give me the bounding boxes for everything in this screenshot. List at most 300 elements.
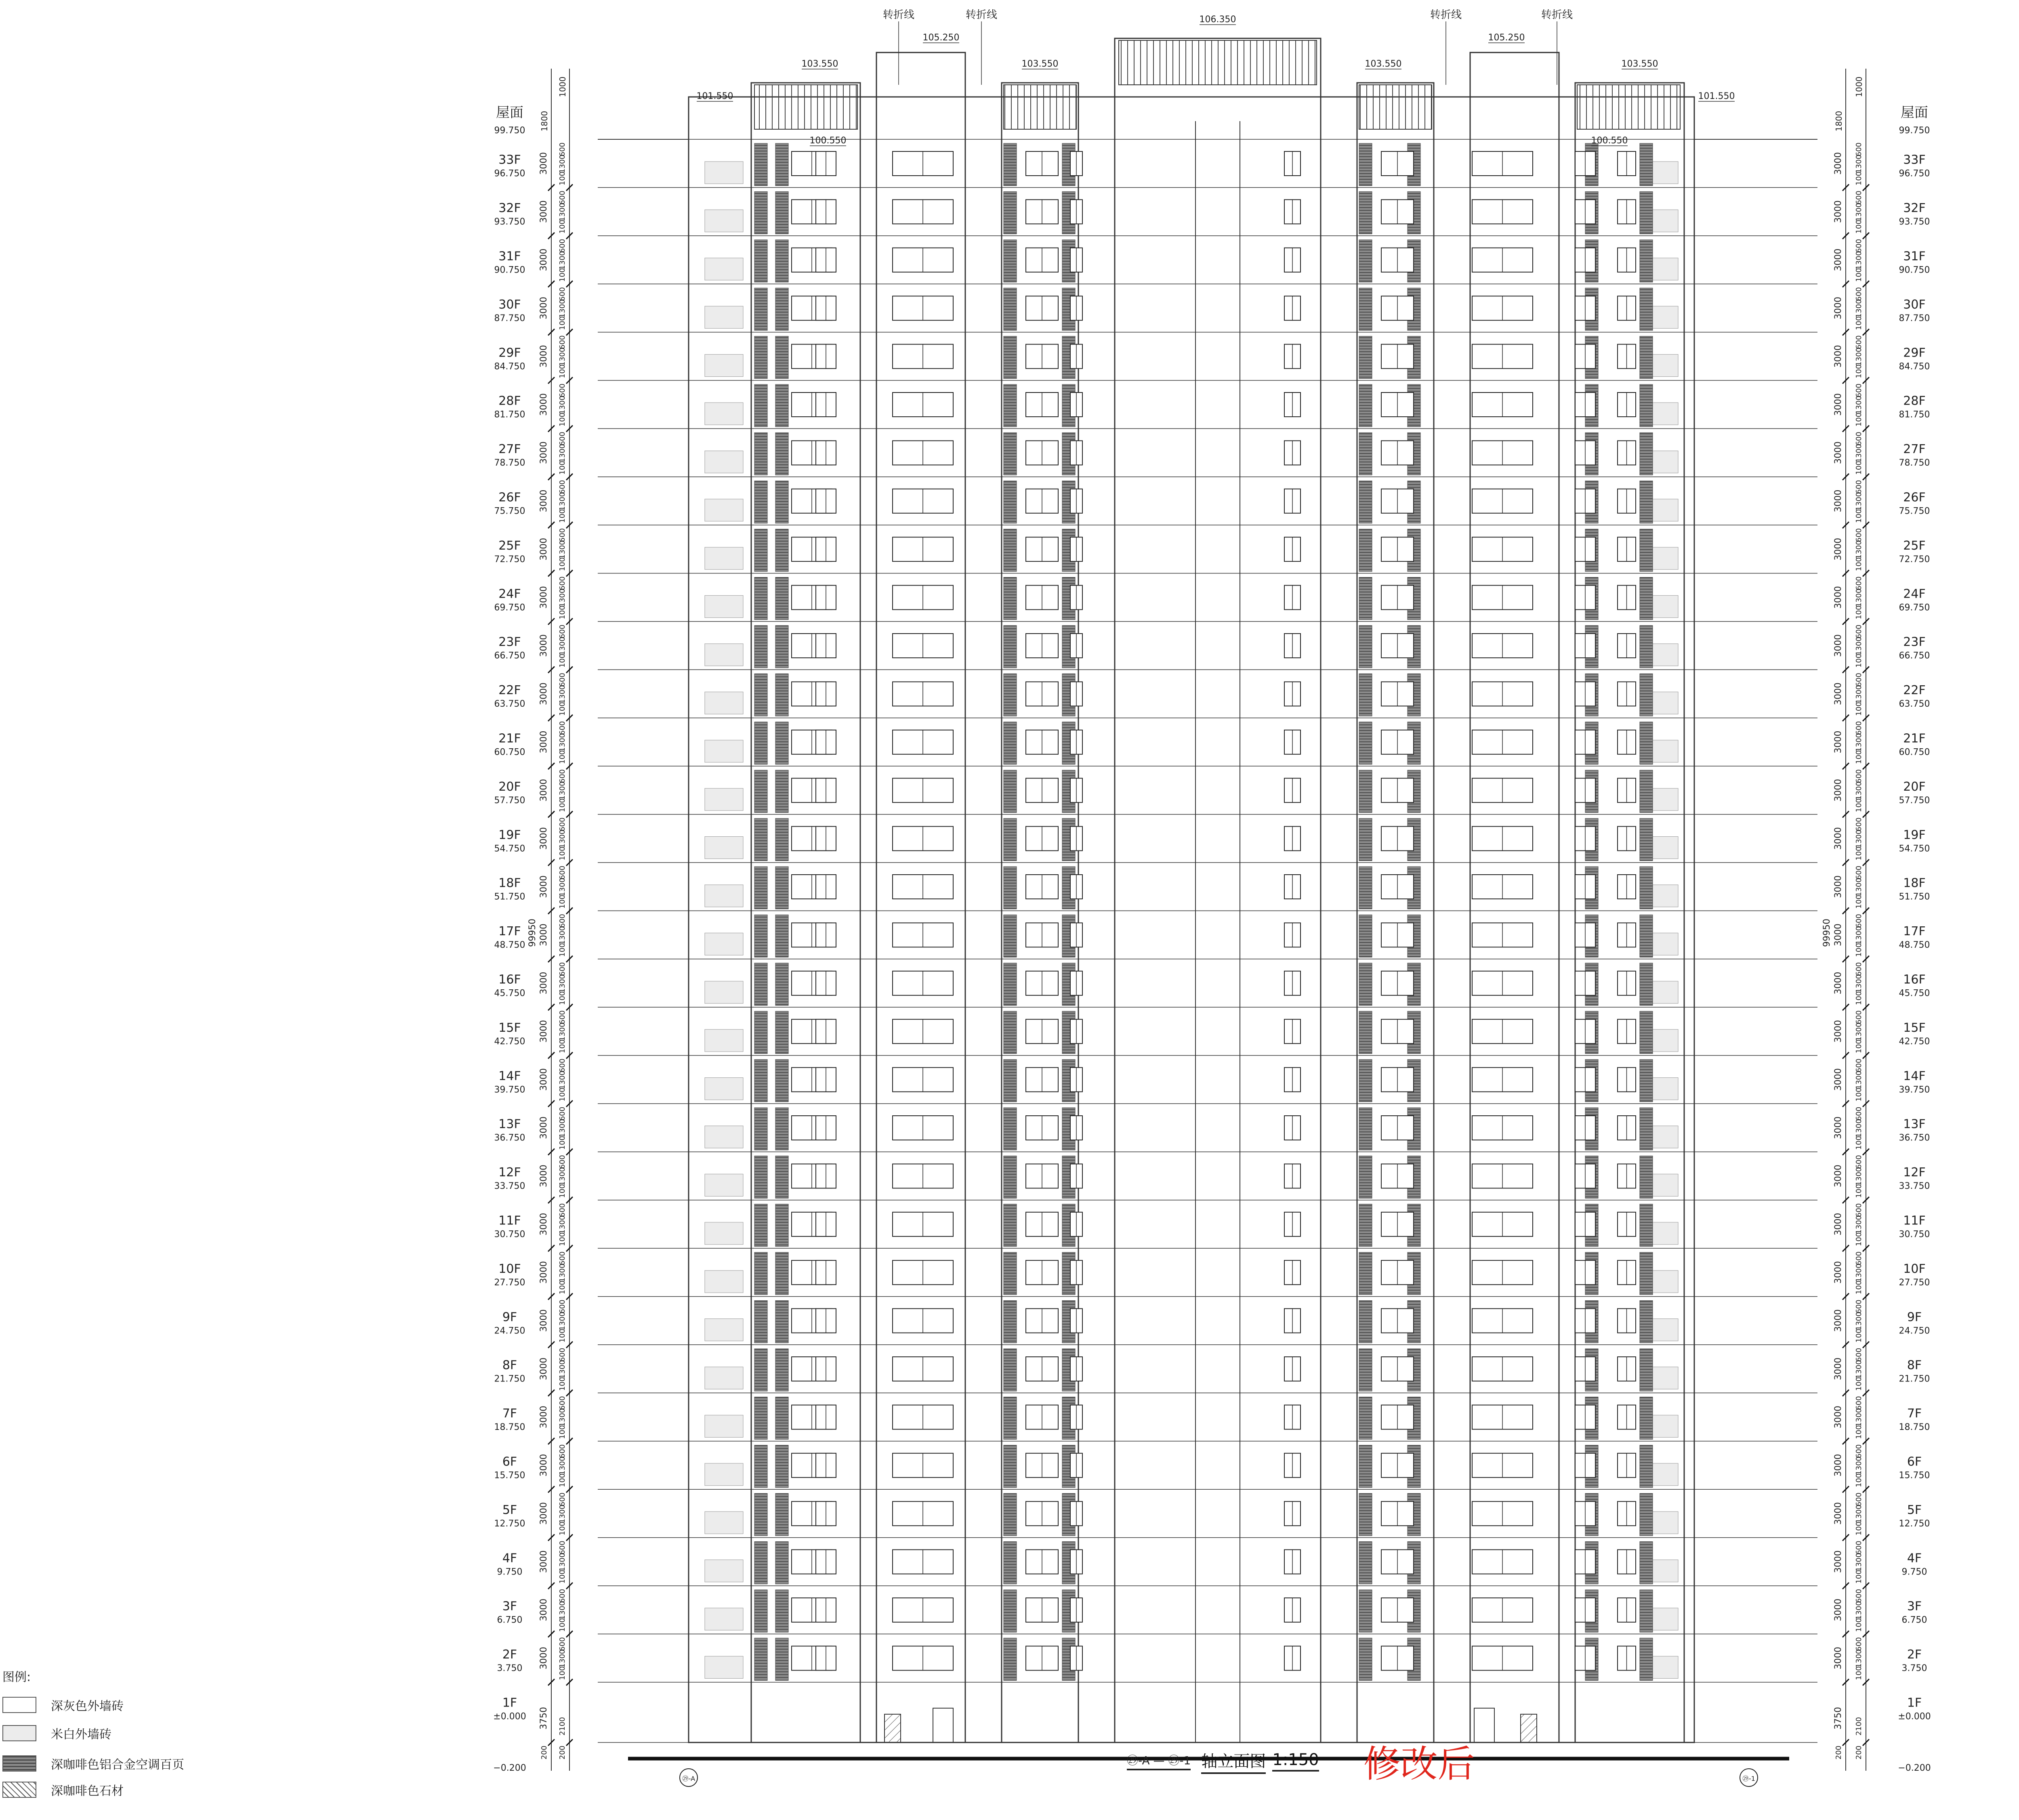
dim-sub: 100 (558, 1425, 567, 1439)
ac-louver (754, 915, 767, 957)
ac-louver (1004, 1590, 1017, 1632)
dim-sub: 1300 (1855, 685, 1863, 704)
floor-elevation: 84.750 (494, 361, 525, 372)
dim-sub: 1300 (1855, 1456, 1863, 1475)
ac-louver (775, 1301, 788, 1343)
dim-sub: 100 (558, 509, 567, 523)
dim-sub: 1300 (1855, 299, 1863, 318)
ac-louver (1004, 1638, 1017, 1680)
dim-sub: 600 (1855, 1444, 1863, 1458)
dim-sub: 1300 (558, 974, 567, 993)
floor-label: 22F (498, 683, 521, 698)
floor-label: 3F (502, 1599, 517, 1614)
elevation-marker: 100.550 (809, 136, 847, 146)
dim-sub: 100 (558, 316, 567, 330)
ac-louver (1359, 1060, 1372, 1102)
dim-sub: 100 (558, 750, 567, 764)
ac-louver (1359, 1301, 1372, 1343)
dim-sub: 1300 (558, 926, 567, 945)
dim-sub: 1300 (1855, 974, 1863, 993)
dim-storey: 3000 (539, 489, 549, 512)
light-wall-panel (705, 933, 743, 955)
ac-louver (1640, 1590, 1653, 1632)
dim-sub: 600 (558, 914, 567, 928)
dim-sub: 600 (1855, 721, 1863, 735)
dim-storey: 3000 (539, 1309, 549, 1332)
ac-louver (754, 191, 767, 234)
ac-louver (754, 1204, 767, 1247)
elevation-marker: 101.550 (1698, 91, 1735, 101)
dim-sub: 1300 (1855, 926, 1863, 945)
floor-elevation: 24.750 (1899, 1326, 1930, 1336)
dim-storey: 3000 (1833, 1213, 1843, 1236)
dim-sub: 1300 (558, 155, 567, 173)
dim-sub: 1300 (1855, 1360, 1863, 1379)
dim-sub: 100 (558, 1329, 567, 1343)
dim-sub: 1300 (1855, 251, 1863, 270)
floor-elevation: 3.750 (1901, 1663, 1927, 1674)
ac-louver (1640, 1445, 1653, 1488)
dim-sub: 1300 (558, 637, 567, 655)
ac-louver (1640, 819, 1653, 861)
dim-sub: 600 (1855, 480, 1863, 494)
ac-louver (1640, 626, 1653, 668)
ac-louver (1359, 963, 1372, 1006)
dim-sub: 600 (558, 239, 567, 253)
dim-sub: 100 (558, 894, 567, 909)
dim-sub: 600 (558, 576, 567, 590)
light-wall-panel (705, 1560, 743, 1582)
legend-item-dark-grey-tile (2, 1696, 124, 1714)
dim-storey: 3000 (1833, 1068, 1843, 1091)
ac-louver (1359, 1349, 1372, 1391)
dim-sub: 100 (558, 461, 567, 475)
light-wall-panel (705, 403, 743, 425)
ac-louver (1359, 288, 1372, 330)
floor-label: 25F (1903, 538, 1926, 553)
ac-louver (1004, 481, 1017, 523)
dim-sub: 600 (558, 528, 567, 542)
dim-sub: 600 (558, 673, 567, 687)
dim-base: 200 (540, 1745, 548, 1760)
dim-storey: 3000 (539, 586, 549, 609)
dim-storey: 3000 (1833, 200, 1843, 223)
ac-louver (1359, 867, 1372, 909)
dim-sub: 1300 (558, 540, 567, 559)
floor-label: 9F (502, 1310, 517, 1325)
dim-sub: 1300 (1855, 878, 1863, 896)
dim-sub: 600 (1855, 1251, 1863, 1266)
dim-sub: 100 (558, 1570, 567, 1584)
ac-louver (1004, 143, 1017, 186)
dim-sub: 100 (1855, 268, 1863, 282)
floor-label: 23F (498, 635, 521, 649)
floor-label: 23F (1903, 635, 1926, 649)
ac-louver (754, 1493, 767, 1536)
light-wall-panel (705, 547, 743, 569)
dim-sub: 600 (558, 383, 567, 398)
dim-sub: 1300 (1855, 1215, 1863, 1234)
floor-label: 33F (498, 153, 521, 167)
light-wall-panel (705, 355, 743, 377)
dim-storey: 3000 (539, 345, 549, 368)
ac-louver (1359, 240, 1372, 282)
ac-louver (754, 722, 767, 764)
floor-elevation: 48.750 (1899, 940, 1930, 951)
floor-elevation: 81.750 (494, 409, 525, 420)
light-wall-panel (705, 1319, 743, 1341)
light-wall-panel (705, 885, 743, 907)
dim-storey: 3000 (539, 1550, 549, 1573)
floor-label: 32F (1903, 201, 1926, 216)
dim-sub: 100 (558, 1473, 567, 1487)
dim-sub: 1300 (558, 878, 567, 896)
ac-louver (1004, 240, 1017, 282)
floor-label: 3F (1907, 1599, 1922, 1614)
legend-label: 米白外墙砖 (51, 1728, 111, 1742)
floor-label: 7F (1907, 1406, 1922, 1421)
ac-louver (1359, 1108, 1372, 1150)
dim-sub: 1300 (1855, 492, 1863, 511)
light-wall-panel (705, 1126, 743, 1148)
dim-sub: 100 (1855, 702, 1863, 716)
ac-louver (1004, 1252, 1017, 1295)
dim-sub: 100 (1855, 1087, 1863, 1102)
ac-louver (1004, 1060, 1017, 1102)
ac-louver (1359, 1445, 1372, 1488)
dim-storey: 3000 (1833, 537, 1843, 560)
dim-sub: 600 (558, 721, 567, 735)
dim-sub: 100 (1855, 1329, 1863, 1343)
ac-louver (1640, 963, 1653, 1006)
ac-louver (1640, 529, 1653, 571)
dim-sub: 1300 (558, 347, 567, 366)
dim-sub: 600 (558, 1589, 567, 1603)
floor-elevation: 15.750 (494, 1470, 525, 1481)
title-axis-range: ㉙-A — ㉙-1 (1127, 1752, 1191, 1770)
floor-label: 24F (1903, 587, 1926, 601)
floor-elevation: ±0.000 (1898, 1711, 1931, 1722)
dim-base: 200 (1834, 1745, 1843, 1760)
floor-label: 14F (1903, 1069, 1926, 1083)
dim-storey: 3000 (539, 1598, 549, 1621)
dim-sub: 1300 (1855, 1119, 1863, 1138)
dim-sub: 1300 (558, 251, 567, 270)
dim-sub: 100 (1855, 1618, 1863, 1632)
floor-elevation: 33.750 (1899, 1181, 1930, 1192)
ac-louver (1004, 1011, 1017, 1054)
dim-sub: 600 (558, 1493, 567, 1507)
dim-sub: 1300 (558, 1408, 567, 1427)
roof-louver-crown (754, 85, 857, 129)
ac-louver (1640, 1156, 1653, 1198)
ac-louver (775, 674, 788, 716)
axis-bubble-label: ㉙-A (682, 1775, 695, 1782)
ac-louver (775, 1156, 788, 1198)
dim-sub: 600 (1855, 191, 1863, 205)
ac-louver (1359, 1590, 1372, 1632)
dim-sub: 600 (1855, 383, 1863, 398)
dim-storey: 3000 (539, 682, 549, 705)
dim-sub: 1300 (1855, 1264, 1863, 1283)
dim-sub: 600 (558, 1396, 567, 1410)
ac-louver (754, 336, 767, 379)
ac-louver (775, 1011, 788, 1054)
ac-louver (1640, 143, 1653, 186)
ac-louver (775, 143, 788, 186)
dim-sub: 1300 (558, 1167, 567, 1186)
floor-label: 24F (498, 587, 521, 601)
dim-sub: 100 (1855, 798, 1863, 812)
floor-elevation: 6.750 (1901, 1615, 1927, 1625)
light-wall-panel (705, 1222, 743, 1245)
floor-elevation: 66.750 (1899, 651, 1930, 661)
floor-label: 31F (498, 249, 521, 264)
dim-sub: 600 (558, 865, 567, 880)
light-wall-panel (705, 1270, 743, 1293)
floor-label: 15F (498, 1020, 521, 1035)
dim-storey: 3000 (539, 537, 549, 560)
dim-storey: 3000 (539, 441, 549, 464)
dim-storey: 3000 (539, 200, 549, 223)
dim-storey: 3000 (1833, 1165, 1843, 1188)
floor-elevation: 18.750 (1899, 1422, 1930, 1433)
dim-storey: 3000 (1833, 924, 1843, 947)
dim-storey: 3000 (539, 1213, 549, 1236)
dim-storey: 3000 (1833, 682, 1843, 705)
floor-label: 16F (1903, 972, 1926, 987)
light-wall-panel (705, 837, 743, 859)
dim-sub: 100 (1855, 1136, 1863, 1150)
floor-elevation: 24.750 (494, 1326, 525, 1336)
floor-elevation: 90.750 (494, 265, 525, 275)
ac-louver (1359, 384, 1372, 427)
floor-elevation: 93.750 (1899, 217, 1930, 227)
floor-elevation: 69.750 (1899, 602, 1930, 613)
ac-louver (775, 1493, 788, 1536)
dim-sub: 600 (1855, 817, 1863, 831)
floor-label: 5F (1907, 1503, 1922, 1517)
floor-label: 33F (1903, 153, 1926, 167)
floor-elevation: 45.750 (1899, 988, 1930, 999)
light-wall-panel (705, 644, 743, 666)
ac-louver (754, 819, 767, 861)
floor-label: 27F (1903, 442, 1926, 457)
floor-elevation: 66.750 (494, 651, 525, 661)
ac-louver (1640, 191, 1653, 234)
dim-sub: 1300 (1855, 347, 1863, 366)
dim-sub: 600 (1855, 142, 1863, 157)
floor-label: 12F (498, 1165, 521, 1180)
dim-sub: 1300 (1855, 155, 1863, 173)
floor-elevation: 9.750 (1901, 1567, 1927, 1577)
floor-label: 6F (1907, 1455, 1922, 1469)
floor-label: 27F (498, 442, 521, 457)
ac-louver (1640, 770, 1653, 812)
legend-item-stone (2, 1781, 124, 1799)
ac-louver (1359, 336, 1372, 379)
floor-elevation: 21.750 (1899, 1374, 1930, 1384)
floor-elevation: 90.750 (1899, 265, 1930, 275)
ac-louver (1640, 240, 1653, 282)
dim-storey: 3000 (539, 1116, 549, 1139)
dim-storey: 3000 (539, 634, 549, 657)
elevation-marker: 101.550 (696, 91, 733, 101)
ac-louver (1004, 1445, 1017, 1488)
dim-sub: 1300 (558, 203, 567, 222)
floor-label: 31F (1903, 249, 1926, 264)
dim-sub: 100 (558, 1232, 567, 1246)
dim-sub: 1300 (558, 1264, 567, 1283)
ac-louver (754, 1445, 767, 1488)
dim-sub: 600 (558, 769, 567, 783)
floor-elevation: 42.750 (494, 1036, 525, 1047)
ac-louver (1004, 770, 1017, 812)
floor-label: 20F (1903, 779, 1926, 794)
dim-storey: 3000 (539, 1454, 549, 1477)
floor-elevation: 6.750 (497, 1615, 523, 1625)
dim-sub: 1300 (558, 444, 567, 463)
dim-sub: 100 (558, 171, 567, 186)
elevation-marker: 103.550 (1021, 59, 1059, 69)
dim-storey: 3000 (1833, 345, 1843, 368)
floor-label: 28F (1903, 394, 1926, 408)
dim-storey: 3000 (1833, 634, 1843, 657)
dim-sub: 600 (1855, 432, 1863, 446)
floor-label: 11F (498, 1213, 521, 1228)
ac-louver (1004, 915, 1017, 957)
right-level-column (1694, 69, 1931, 1773)
entrance-stone (884, 1714, 901, 1742)
floor-label: 8F (502, 1358, 517, 1373)
dim-sub: 600 (558, 1541, 567, 1555)
dim-storey: 3000 (539, 1165, 549, 1188)
dim-sub: 100 (1855, 1522, 1863, 1536)
ac-louver (1359, 819, 1372, 861)
ac-louver (1640, 867, 1653, 909)
dim-sub: 1300 (1855, 1408, 1863, 1427)
dim-storey: 3000 (539, 393, 549, 416)
dim-sub: 600 (1855, 287, 1863, 301)
ac-louver (1359, 529, 1372, 571)
dim-storey: 3000 (539, 924, 549, 947)
floor-label: 17F (498, 924, 521, 939)
dim-sub: 1300 (1855, 444, 1863, 463)
dim-roof: 1800 (1834, 111, 1844, 132)
dim-first: 2100 (1855, 1717, 1863, 1736)
floor-label: 19F (498, 828, 521, 842)
ac-louver (754, 481, 767, 523)
entrance-door (1474, 1708, 1494, 1742)
ac-louver (1640, 336, 1653, 379)
ac-louver (775, 1204, 788, 1247)
dim-sub: 100 (1855, 653, 1863, 668)
floor-label: 13F (1903, 1117, 1926, 1131)
dim-sub: 600 (558, 480, 567, 494)
light-wall-panel (705, 162, 743, 184)
break-line-label: 转折线 (1430, 9, 1462, 21)
ac-louver (1359, 432, 1372, 475)
break-line-label: 转折线 (882, 9, 915, 21)
dim-sub: 600 (1855, 1106, 1863, 1121)
ac-louver (1359, 481, 1372, 523)
dim-sub: 1300 (1855, 829, 1863, 848)
dim-sub: 100 (558, 798, 567, 812)
ac-louver (1004, 1397, 1017, 1439)
floor-label: 4F (502, 1551, 517, 1566)
dim-sub: 100 (558, 943, 567, 957)
dim-base: 200 (558, 1745, 567, 1760)
ac-louver (775, 1060, 788, 1102)
ac-louver (1359, 1397, 1372, 1439)
floor-label: 2F (1907, 1648, 1922, 1662)
dim-sub: 600 (558, 1203, 567, 1217)
dim-sub: 100 (1855, 316, 1863, 330)
ac-louver (754, 963, 767, 1006)
ac-louver (1359, 1493, 1372, 1536)
ac-louver (1359, 191, 1372, 234)
dim-sub: 600 (558, 1010, 567, 1024)
light-wall-panel (705, 1174, 743, 1196)
dim-storey: 3000 (1833, 248, 1843, 271)
ac-louver (754, 143, 767, 186)
floor-label: 16F (498, 972, 521, 987)
legend-title: 图例: (2, 1670, 31, 1684)
dim-sub: 1300 (558, 1022, 567, 1041)
elevation-marker: 106.350 (1199, 15, 1236, 25)
floor-label: 21F (1903, 731, 1926, 746)
floor-label: 4F (1907, 1551, 1922, 1566)
dim-sub: 100 (1855, 171, 1863, 186)
ac-louver (1640, 288, 1653, 330)
ac-louver (1359, 915, 1372, 957)
floor-elevation: 27.750 (494, 1277, 525, 1288)
floor-label: 12F (1903, 1165, 1926, 1180)
roof-louver-crown (1004, 85, 1076, 129)
ac-louver (754, 529, 767, 571)
dim-sub: 600 (1855, 1493, 1863, 1507)
roof-elevation: 99.750 (1899, 126, 1930, 136)
break-line-label: 转折线 (1541, 9, 1573, 21)
dim-sub: 600 (558, 142, 567, 157)
ac-louver (1004, 1542, 1017, 1584)
ac-louver (1004, 336, 1017, 379)
elevation-marker: 105.250 (922, 33, 960, 43)
dim-sub: 600 (1855, 1396, 1863, 1410)
dim-sub: 1300 (558, 733, 567, 752)
dim-sub: 100 (558, 268, 567, 282)
dim-sub: 600 (1855, 1203, 1863, 1217)
ac-louver (775, 336, 788, 379)
dim-sub: 600 (558, 191, 567, 205)
dim-sub: 100 (1855, 605, 1863, 619)
total-height-dim: 99950 (527, 919, 538, 947)
ac-louver (1359, 626, 1372, 668)
floor-label: 28F (498, 394, 521, 408)
floor-label: 18F (1903, 876, 1926, 890)
floor-elevation: 78.750 (1899, 458, 1930, 468)
floor-elevation: 57.750 (494, 795, 525, 806)
dim-sub: 600 (1855, 962, 1863, 976)
dim-sub: 100 (1855, 509, 1863, 523)
floor-label: 1F (1907, 1696, 1922, 1710)
ac-louver (1359, 577, 1372, 620)
ac-louver (1640, 577, 1653, 620)
legend-label: 深咖啡色铝合金空调百页 (51, 1758, 184, 1772)
dim-sub: 1300 (558, 1649, 567, 1668)
ac-louver (1359, 722, 1372, 764)
dim-sub: 600 (558, 1299, 567, 1314)
